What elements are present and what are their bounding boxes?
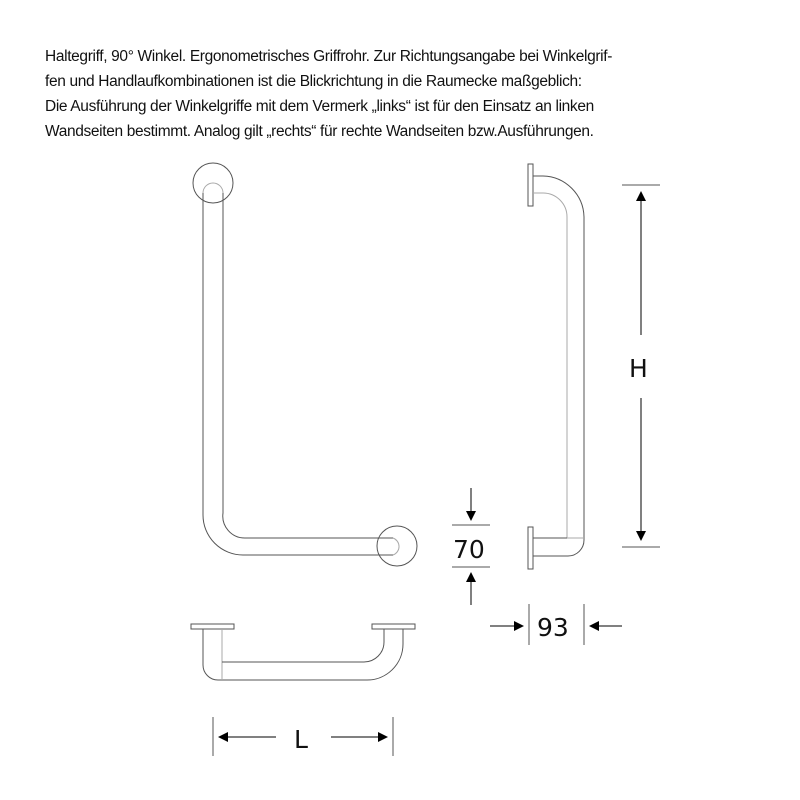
description-line-4: Wandseiten bestimmt. Analog gilt „rechts“ für rechte Wandseiten bzw.Ausführungen.	[45, 123, 594, 140]
description-line-3: Die Ausführung der Winkelgriffe mit dem Vermerk „links“ ist für den Einsatz an linken	[45, 98, 594, 115]
top-view-grab-bar	[191, 624, 415, 680]
length-label: L	[294, 725, 308, 754]
rosette-label: 70	[453, 535, 485, 564]
height-label: H	[629, 354, 648, 383]
bottom-rosette	[377, 526, 417, 566]
description-line-2: fen und Handlaufkombinationen ist die Blickrichtung in die Raumecke maßgeblich:	[45, 73, 582, 90]
description-line-1: Haltegriff, 90° Winkel. Ergonometrisches Griffrohr. Zur Richtungsangabe bei Winkelgrif-	[45, 48, 613, 65]
side-view-grab-bar	[528, 164, 584, 569]
front-view-grab-bar	[193, 163, 417, 566]
depth-label: 93	[537, 613, 569, 642]
